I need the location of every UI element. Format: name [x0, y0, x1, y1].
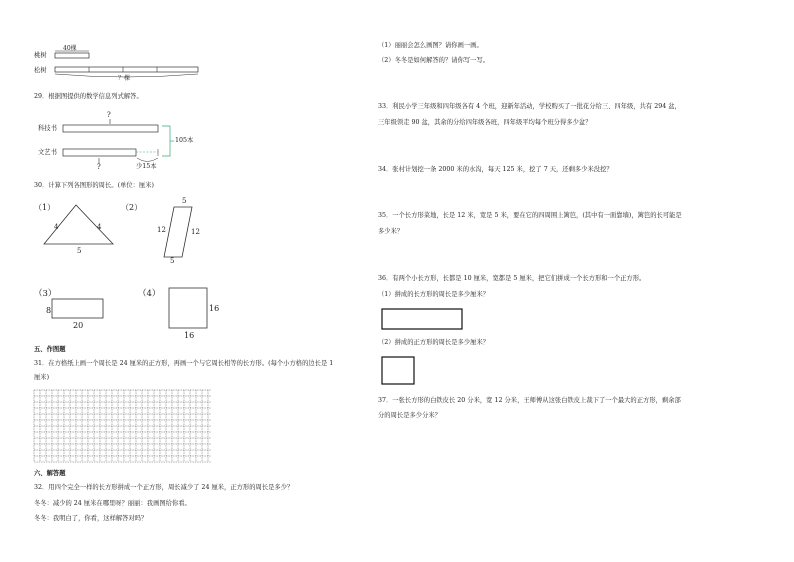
q31-line1: 31．在方格纸上画一个周长是 24 厘米的正方形，再画一个与它周长相等的长方形。(每个小方格的边长是 1 — [34, 360, 334, 367]
fig4-label: （4） — [138, 289, 161, 299]
q36-sub2: （2）拼成的正方形的周长是多少厘米？ — [378, 339, 490, 346]
science-bar — [63, 125, 158, 132]
q34-text: 34．张村计划挖一条 2000 米的水沟，每天 125 米，挖了 7 天，还剩多少米没挖？ — [378, 166, 613, 173]
grid-paper — [34, 390, 211, 462]
square-shape — [169, 288, 207, 328]
q32-dialog2: 冬冬：我明白了，你看，这样解答对吗？ — [34, 515, 148, 522]
section5-heading: 五、作图题 — [34, 346, 66, 353]
fig2-bottom: 5 — [170, 257, 175, 265]
fig1-side-right: 4 — [97, 223, 102, 231]
peach-tree-label: 桃树 — [34, 52, 47, 59]
literature-bar — [63, 149, 136, 156]
fig4-height: 16 — [209, 304, 220, 313]
right-sub1: （1）丽丽会怎么画图？请你画一画。 — [378, 42, 483, 49]
fig1-label: （1） — [34, 203, 56, 212]
parallelogram-shape — [164, 207, 192, 257]
q31-line2: 厘米) — [34, 374, 50, 381]
pine-tree-label: 松树 — [34, 67, 47, 74]
square-answer-box — [382, 357, 414, 384]
fig1-side-left: 4 — [54, 223, 59, 231]
literature-question-mark: ? — [97, 163, 101, 171]
rectangle-shape — [52, 299, 103, 318]
literature-label: 文艺书 — [38, 149, 57, 156]
fig4-width: 16 — [184, 331, 195, 340]
q35-line2: 多少米？ — [378, 228, 404, 235]
pine-bar — [55, 67, 198, 72]
fig3-height: 8 — [46, 306, 52, 315]
fig2-right: 12 — [191, 228, 200, 236]
top-value-label: 40棵 — [63, 45, 77, 52]
q32-text: 32．用四个完全一样的长方形拼成一个正方形，周长减少了 24 厘米，正方形的周长是多少？ — [34, 484, 294, 491]
science-question-mark: ? — [107, 111, 111, 119]
q37-line2: 分的周长是多少分米？ — [378, 412, 441, 419]
fig3-label: （3） — [34, 289, 57, 299]
q33-line2: 三年级领走 90 盆，其余的分给四年级各班，四年级平均每个班分得多少盆？ — [378, 119, 592, 126]
q30-text: 30．计算下列各图形的周长。(单位：厘米) — [34, 182, 154, 189]
q36-sub1: （1）拼成的长方形的周长是多少厘米？ — [378, 291, 490, 298]
right-sub2: （2）冬冬是如何解答的？请你写一写。 — [378, 57, 490, 64]
rectangle-answer-box — [382, 309, 462, 329]
q29-text: 29．根据图提供的数学信息列式解答。 — [34, 93, 143, 100]
bottom-value-label: ？棵 — [118, 75, 131, 82]
peach-bar — [55, 53, 89, 58]
q36-text: 36．有两个小长方形，长都是 10 厘米，宽都是 5 厘米，把它们拼成一个长方形和一个正方形。 — [378, 275, 646, 282]
section6-heading: 六、解答题 — [34, 470, 66, 477]
q37-line1: 37．一张长方形的白铁皮长 20 分米，宽 12 分米，王师傅从这张白铁皮上裁下了一个最大的正方形，剩余部 — [378, 397, 681, 404]
fig3-width: 20 — [73, 321, 84, 330]
fig2-left: 12 — [157, 226, 166, 234]
q33-line1: 33．利民小学三年级和四年级各有 4 个班，迎新年活动，学校购买了一批花分给三、四年级，共有 294 盆， — [378, 103, 681, 110]
fig2-top: 5 — [182, 197, 187, 205]
fig1-base: 5 — [77, 247, 82, 255]
total-label: 105本 — [175, 137, 194, 144]
q35-line1: 35．一个长方形菜地，长是 12 米，宽是 5 米，要在它的四周围上篱笆，(其中有一面靠墙)，篱笆的长可能是 — [378, 212, 682, 219]
q32-dialog1: 冬冬：减少的 24 厘米在哪里呀？丽丽：我画图给你看。 — [34, 500, 191, 507]
fig2-label: （2） — [121, 203, 143, 212]
science-label: 科技书 — [38, 125, 57, 132]
less-label: 少15本 — [136, 163, 157, 170]
